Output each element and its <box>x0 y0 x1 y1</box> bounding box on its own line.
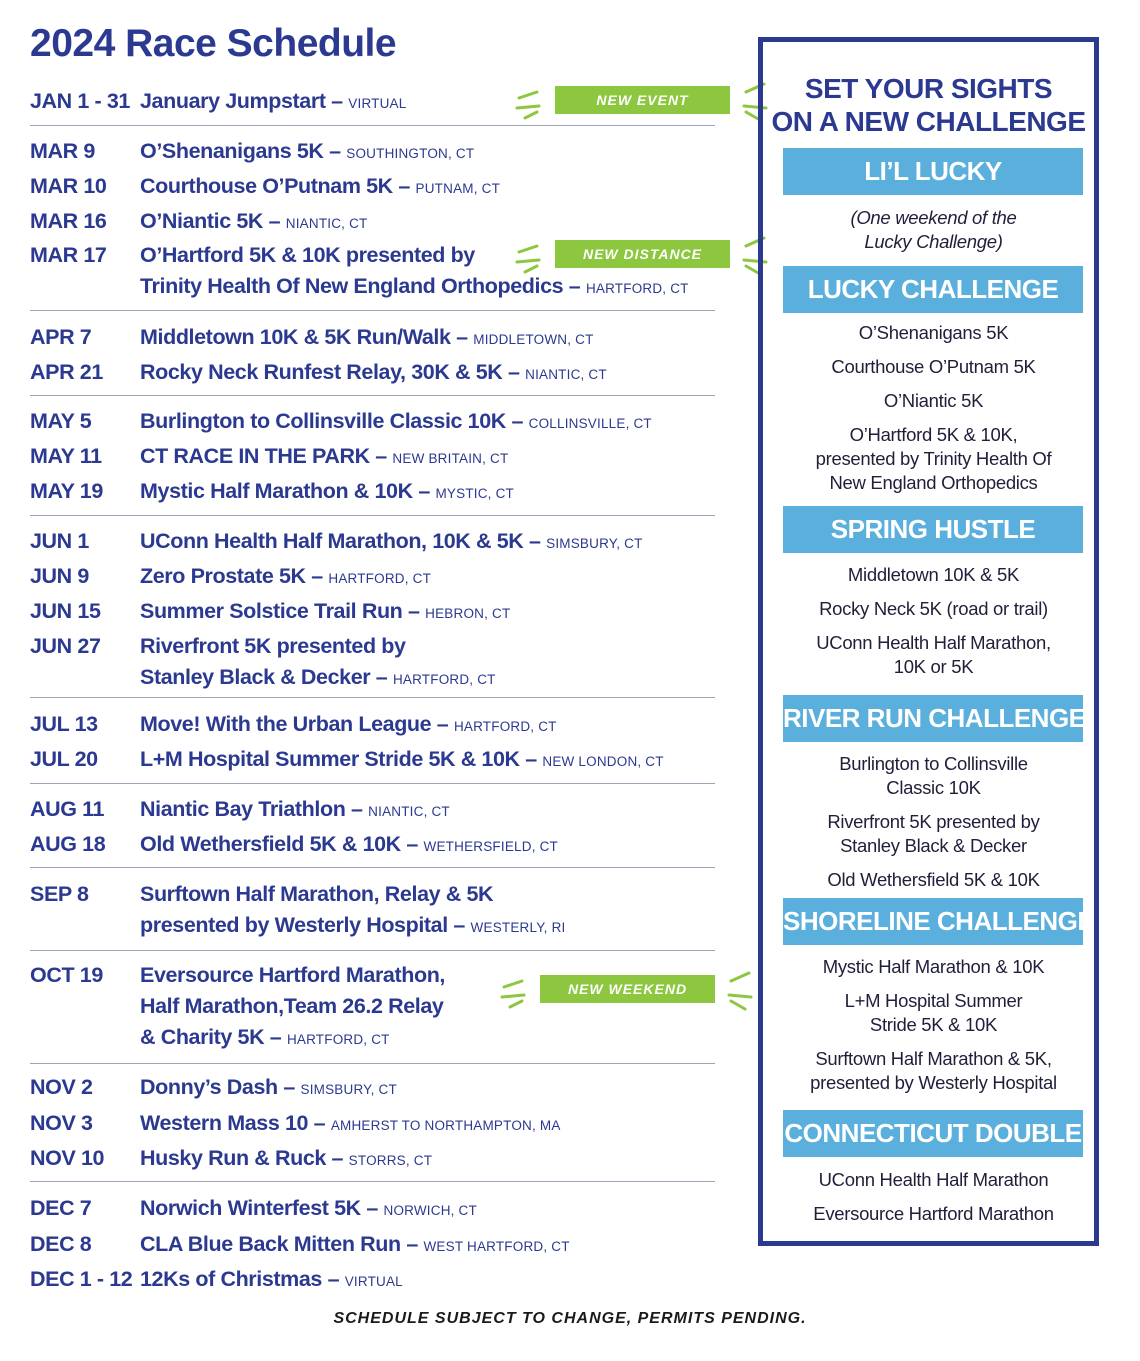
separator: – <box>325 89 349 113</box>
race-name-text: & Charity 5K <box>140 1025 265 1049</box>
challenge-race-line: Stride 5K & 10K <box>869 1014 998 1035</box>
race-name <box>140 1072 397 1105</box>
challenge-race-line: New England Orthopedics <box>829 472 1038 493</box>
race-location: VIRTUAL <box>348 96 407 111</box>
challenge-race <box>773 752 1094 800</box>
new-badge: NEW DISTANCE <box>555 240 730 268</box>
challenge-race-line: O’Hartford 5K & 10K, <box>849 424 1018 445</box>
race-location: COLLINSVILLE, CT <box>528 416 652 431</box>
race-date: AUG 18 <box>30 832 106 856</box>
separator: – <box>402 599 426 623</box>
separator: – <box>400 832 424 856</box>
challenge-panel <box>758 37 1099 1246</box>
race-name-text: Donny’s Dash <box>140 1075 278 1099</box>
separator: – <box>523 529 547 553</box>
race-location: NORWICH, CT <box>383 1203 477 1218</box>
new-badge: NEW WEEKEND <box>540 975 715 1003</box>
race-name <box>140 561 431 594</box>
separator: – <box>563 274 586 298</box>
race-name-text: Husky Run & Ruck <box>140 1146 326 1170</box>
challenge-race <box>773 1047 1094 1095</box>
challenge-race-line: Courthouse O’Putnam 5K <box>831 356 1036 377</box>
race-name-text: Middletown 10K & 5K Run/Walk <box>140 325 451 349</box>
race-name-text: Trinity Health Of New England Orthopedics <box>140 274 564 298</box>
race-date: JUN 1 <box>30 529 89 553</box>
separator: – <box>263 209 286 233</box>
race-name <box>140 879 493 910</box>
race-date: NOV 10 <box>30 1146 105 1170</box>
race-location: NIANTIC, CT <box>525 367 607 382</box>
race-location: MYSTIC, CT <box>435 486 514 501</box>
spark-right-icon <box>719 967 753 1011</box>
challenge-race <box>773 355 1094 379</box>
race-name-text: CT RACE IN THE PARK <box>140 444 370 468</box>
race-location: WEST HARTFORD, CT <box>423 1239 570 1254</box>
separator: – <box>392 174 416 198</box>
panel-heading <box>763 72 1094 138</box>
race-name-text: Western Mass 10 <box>140 1111 309 1135</box>
race-date: APR 7 <box>30 325 92 349</box>
separator: – <box>412 479 436 503</box>
race-name <box>140 86 406 119</box>
race-location: MIDDLETOWN, CT <box>473 332 594 347</box>
challenge-title: RIVER RUN CHALLENGE <box>783 695 1083 742</box>
race-name <box>140 744 664 777</box>
race-name <box>140 526 643 559</box>
month-divider <box>30 310 715 311</box>
challenge-race <box>773 955 1094 979</box>
race-name-text: Burlington to Collinsville Classic 10K <box>140 409 506 433</box>
challenge-race <box>773 810 1094 858</box>
challenge-note <box>773 206 1094 254</box>
race-location: SIMSBURY, CT <box>546 536 643 551</box>
separator: – <box>264 1025 287 1049</box>
race-name <box>140 1229 570 1262</box>
separator: – <box>325 1146 349 1170</box>
race-date: MAY 19 <box>30 479 103 503</box>
race-date: JAN 1 - 31 <box>30 89 130 113</box>
separator: – <box>519 747 543 771</box>
race-name-text: Move! With the Urban League <box>140 712 432 736</box>
challenge-race-line: O’Shenanigans 5K <box>858 322 1009 343</box>
race-name-text: Mystic Half Marathon & 10K <box>140 479 413 503</box>
race-name <box>140 991 443 1022</box>
race-name <box>140 476 514 509</box>
race-date: JUN 15 <box>30 599 101 623</box>
race-date: OCT 19 <box>30 963 103 987</box>
race-name-text: UConn Health Half Marathon, 10K & 5K <box>140 529 524 553</box>
race-location: SIMSBURY, CT <box>300 1082 397 1097</box>
challenge-race <box>773 423 1094 495</box>
race-name-text: Summer Solstice Trail Run <box>140 599 403 623</box>
race-date: MAR 9 <box>30 139 95 163</box>
footer-note: SCHEDULE SUBJECT TO CHANGE, PERMITS PENDING. <box>333 1310 807 1327</box>
separator: – <box>323 139 347 163</box>
race-name <box>140 136 474 169</box>
race-name-text: Norwich Winterfest 5K <box>140 1196 361 1220</box>
challenge-race <box>773 597 1094 621</box>
challenge-race-line: UConn Health Half Marathon, <box>816 632 1051 653</box>
separator: – <box>447 913 471 937</box>
race-name <box>140 910 565 943</box>
race-date: DEC 7 <box>30 1196 92 1220</box>
month-divider <box>30 125 715 126</box>
race-date: MAY 5 <box>30 409 92 433</box>
race-name-text: Rocky Neck Runfest Relay, 30K & 5K <box>140 360 503 384</box>
race-date: SEP 8 <box>30 882 89 906</box>
month-divider <box>30 697 715 698</box>
challenge-note-line: (One weekend of the <box>850 207 1017 228</box>
race-date: JUL 20 <box>30 747 98 771</box>
race-date: JUN 9 <box>30 564 89 588</box>
race-name <box>140 206 367 239</box>
challenge-title: SPRING HUSTLE <box>783 506 1083 553</box>
race-location: NEW LONDON, CT <box>542 754 664 769</box>
race-name <box>140 829 558 862</box>
race-name <box>140 406 652 439</box>
separator: – <box>308 1111 331 1135</box>
race-location: HARTFORD, CT <box>392 672 496 687</box>
spark-left-icon <box>515 232 549 276</box>
race-name <box>140 662 496 695</box>
race-date: DEC 8 <box>30 1232 92 1256</box>
race-location: NEW BRITAIN, CT <box>392 451 509 466</box>
challenge-title: CONNECTICUT DOUBLE <box>783 1110 1083 1157</box>
race-name <box>140 1108 561 1141</box>
race-location: HARTFORD, CT <box>585 281 689 296</box>
race-name <box>140 1143 432 1176</box>
race-location: NIANTIC, CT <box>368 804 450 819</box>
challenge-race <box>773 389 1094 413</box>
challenge-race <box>773 631 1094 679</box>
race-name <box>140 1022 390 1055</box>
race-name-text: Zero Prostate 5K <box>140 564 306 588</box>
separator: – <box>277 1075 301 1099</box>
month-divider <box>30 950 715 951</box>
race-name <box>140 794 450 827</box>
separator: – <box>370 665 393 689</box>
separator: – <box>345 797 369 821</box>
challenge-race-line: Stanley Black & Decker <box>840 835 1027 856</box>
panel-heading-line-2: ON A NEW CHALLENGE <box>771 106 1086 137</box>
race-location: STORRS, CT <box>348 1153 433 1168</box>
challenge-race-line: Classic 10K <box>886 777 981 798</box>
challenge-race-line: Burlington to Collinsville <box>839 753 1028 774</box>
race-name <box>140 357 607 390</box>
challenge-race <box>773 1202 1094 1226</box>
challenge-note-line: Lucky Challenge) <box>864 231 1003 252</box>
month-divider <box>30 783 715 784</box>
challenge-race <box>773 989 1094 1037</box>
race-location: AMHERST TO NORTHAMPTON, MA <box>330 1118 561 1133</box>
race-name-text: O’Shenanigans 5K <box>140 139 324 163</box>
race-date: MAR 10 <box>30 174 107 198</box>
race-name <box>140 631 406 662</box>
challenge-race-line: Eversource Hartford Marathon <box>813 1203 1054 1224</box>
challenge-race-line: Riverfront 5K presented by <box>827 811 1040 832</box>
spark-left-icon <box>500 967 534 1011</box>
race-location: HEBRON, CT <box>425 606 511 621</box>
race-name <box>140 271 689 304</box>
challenge-race-line: Mystic Half Marathon & 10K <box>822 956 1045 977</box>
panel-heading-line-1: SET YOUR SIGHTS <box>804 73 1053 104</box>
race-location: HARTFORD, CT <box>286 1032 390 1047</box>
race-name-text: Niantic Bay Triathlon <box>140 797 346 821</box>
race-location: PUTNAM, CT <box>415 181 501 196</box>
separator: – <box>322 1267 345 1291</box>
race-date: JUN 27 <box>30 634 101 658</box>
separator: – <box>369 444 393 468</box>
new-badge: NEW EVENT <box>555 86 730 114</box>
race-name-text: Courthouse O’Putnam 5K <box>140 174 393 198</box>
race-name-text: January Jumpstart <box>140 89 326 113</box>
race-date: MAY 11 <box>30 444 102 468</box>
race-name-text: presented by Westerly Hospital <box>140 913 448 937</box>
challenge-race-line: Middletown 10K & 5K <box>847 564 1020 585</box>
race-name <box>140 1193 477 1226</box>
challenge-race-line: presented by Trinity Health Of <box>815 448 1052 469</box>
race-location: HARTFORD, CT <box>453 719 557 734</box>
challenge-race-line: Rocky Neck 5K (road or trail) <box>819 598 1048 619</box>
challenge-race <box>773 1168 1094 1192</box>
challenge-title: LI’L LUCKY <box>783 148 1083 195</box>
separator: – <box>400 1232 424 1256</box>
race-name <box>140 960 445 991</box>
race-name <box>140 240 475 271</box>
challenge-race-line: UConn Health Half Marathon <box>818 1169 1049 1190</box>
race-name-text: Old Wethersfield 5K & 10K <box>140 832 401 856</box>
race-location: WETHERSFIELD, CT <box>423 839 558 854</box>
separator: – <box>431 712 454 736</box>
race-name <box>140 441 508 474</box>
race-name <box>140 709 557 742</box>
separator: – <box>502 360 526 384</box>
separator: – <box>360 1196 384 1220</box>
race-date: NOV 2 <box>30 1075 93 1099</box>
race-date: APR 21 <box>30 360 103 384</box>
race-location: WESTERLY, RI <box>470 920 566 935</box>
race-location: HARTFORD, CT <box>328 571 432 586</box>
challenge-title: LUCKY CHALLENGE <box>783 266 1083 313</box>
race-name-text: 12Ks of Christmas <box>140 1267 322 1291</box>
race-name-text: O’Niantic 5K <box>140 209 264 233</box>
race-location: NIANTIC, CT <box>285 216 368 231</box>
month-divider <box>30 1181 715 1182</box>
race-date: DEC 1 - 12 <box>30 1267 133 1291</box>
challenge-race-line: Old Wethersfield 5K & 10K <box>827 869 1040 890</box>
challenge-race <box>773 563 1094 587</box>
race-date: JUL 13 <box>30 712 98 736</box>
separator: – <box>505 409 529 433</box>
challenge-race <box>773 868 1094 892</box>
race-name <box>140 596 510 629</box>
race-name <box>140 322 594 355</box>
challenge-title: SHORELINE CHALLENGE <box>783 898 1083 945</box>
month-divider <box>30 867 715 868</box>
race-name-text: L+M Hospital Summer Stride 5K & 10K <box>140 747 520 771</box>
race-name <box>140 171 500 204</box>
race-name-text: Surftown Half Marathon, Relay & 5K <box>140 882 494 906</box>
race-name-text: Half Marathon,Team 26.2 Relay <box>140 994 444 1018</box>
challenge-race-line: 10K or 5K <box>893 656 974 677</box>
race-name-text: Eversource Hartford Marathon, <box>140 963 446 987</box>
race-date: NOV 3 <box>30 1111 93 1135</box>
challenge-race <box>773 321 1094 345</box>
challenge-race-line: O’Niantic 5K <box>883 390 984 411</box>
separator: – <box>450 325 474 349</box>
race-date: MAR 17 <box>30 243 107 267</box>
race-date: AUG 11 <box>30 797 105 821</box>
separator: – <box>305 564 329 588</box>
race-name-text: Stanley Black & Decker <box>140 665 371 689</box>
spark-left-icon <box>515 78 549 122</box>
race-name-text: Riverfront 5K presented by <box>140 634 406 658</box>
challenge-race-line: presented by Westerly Hospital <box>810 1072 1057 1093</box>
race-name-text: CLA Blue Back Mitten Run <box>140 1232 401 1256</box>
page-title: 2024 Race Schedule <box>30 22 397 65</box>
challenge-race-line: L+M Hospital Summer <box>844 990 1023 1011</box>
race-date: MAR 16 <box>30 209 107 233</box>
month-divider <box>30 1063 715 1064</box>
month-divider <box>30 515 715 516</box>
challenge-race-line: Surftown Half Marathon & 5K, <box>815 1048 1052 1069</box>
month-divider <box>30 395 715 396</box>
race-location: SOUTHINGTON, CT <box>346 146 475 161</box>
race-location: VIRTUAL <box>344 1274 403 1289</box>
race-name <box>140 1264 403 1297</box>
race-name-text: O’Hartford 5K & 10K presented by <box>140 243 475 267</box>
